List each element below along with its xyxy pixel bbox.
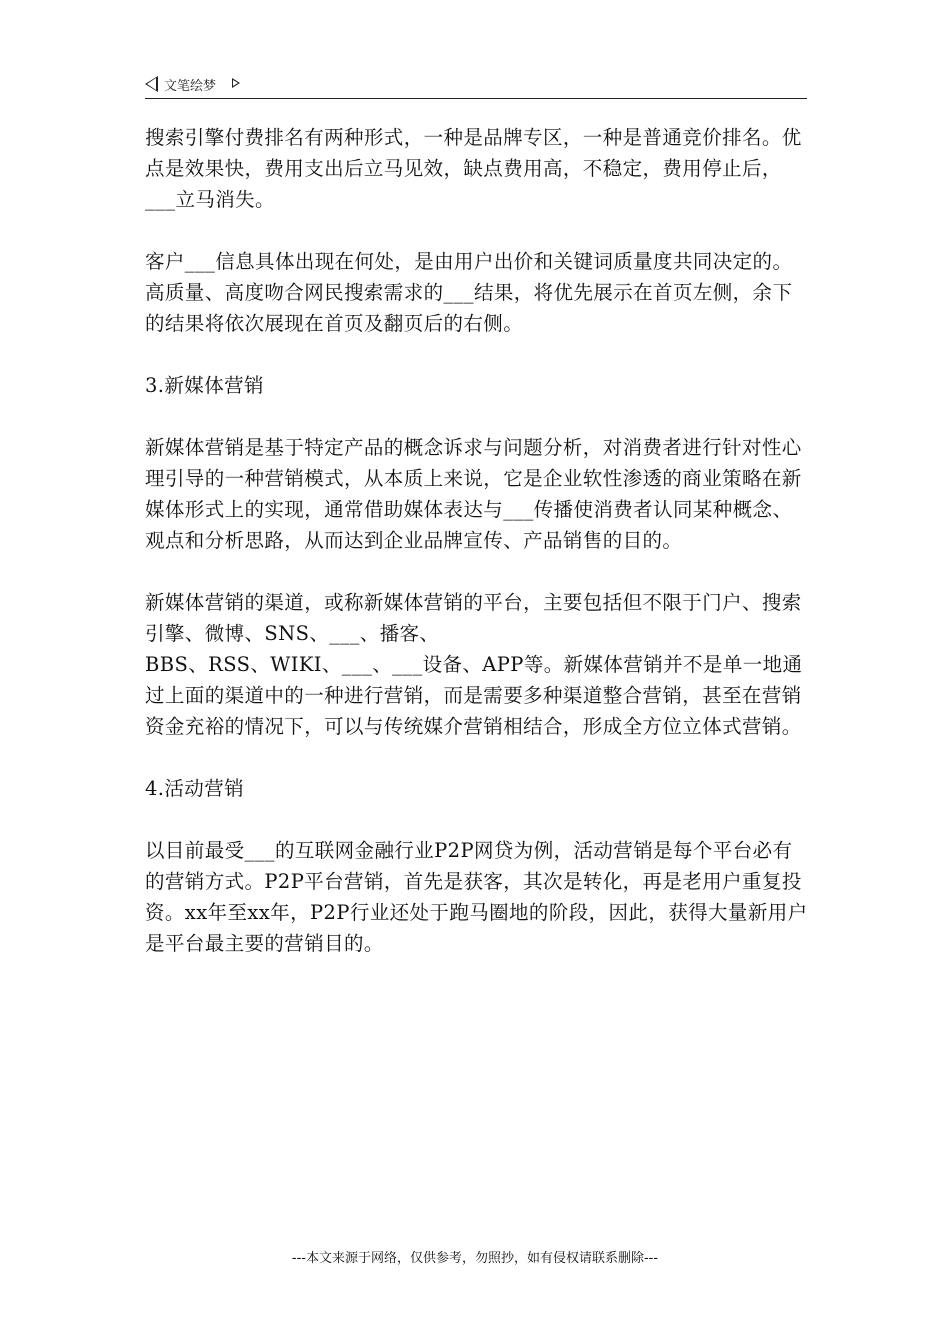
page-footer: ---本文来源于网络，仅供参考，勿照抄，如有侵权请联系删除--- bbox=[291, 1251, 659, 1266]
triangle-left-icon bbox=[145, 76, 158, 92]
section-heading: 3.新媒体营销 bbox=[145, 374, 264, 397]
document-body bbox=[145, 122, 810, 990]
triangle-right-icon bbox=[232, 78, 240, 88]
paragraph: 以目前最受___的互联网金融行业P2P网贷为例，活动营销是每个平台必有的营销方式。P2P平台营销，首先是获客，其次是转化，再是老用户重复投资。xx年至xx年，P2P行业还处于跑马圈地的阶段，因此，获得大量新用户是平台最主要的营销目的。 bbox=[145, 839, 808, 955]
section-heading: 4.活动营销 bbox=[145, 777, 245, 800]
paragraph: 客户___信息具体出现在何处，是由用户出价和关键词质量度共同决定的。高质量、高度吻合网民搜索需求的___结果，将优先展示在首页左侧，余下的结果将依次展现在首页及翻页后的右侧。 bbox=[145, 250, 793, 335]
paragraph: 新媒体营销是基于特定产品的概念诉求与问题分析，对消费者进行针对性心理引导的一种营销模式，从本质上来说，它是企业软性渗透的商业策略在新媒体形式上的实现，通常借助媒体表达与___传播使消费者认同某种概念、观点和分析思路，从而达到企业品牌宣传、产品销售的目的。 bbox=[145, 436, 802, 552]
header-brand: 文笔绘梦 bbox=[164, 79, 217, 94]
paragraph: 搜索引擎付费排名有两种形式，一种是品牌专区，一种是普通竞价排名。优点是效果快，费用支出后立马见效，缺点费用高，不稳定，费用停止后，___立马消失。 bbox=[145, 126, 802, 211]
page-header bbox=[145, 74, 807, 99]
paragraph: 新媒体营销的渠道，或称新媒体营销的平台，主要包括但不限于门户、搜索引擎、微博、SNS、___、播客、 BBS、RSS、WIKI、___、___设备、APP等。新媒体营销并不是单一地通过上面的渠道中的一种进行营销，而是需要多种渠道整合营销，甚至在营销资金充裕的情况下，可以与传统媒介营销相结合，形成全方位立体式营销。 bbox=[145, 591, 803, 738]
